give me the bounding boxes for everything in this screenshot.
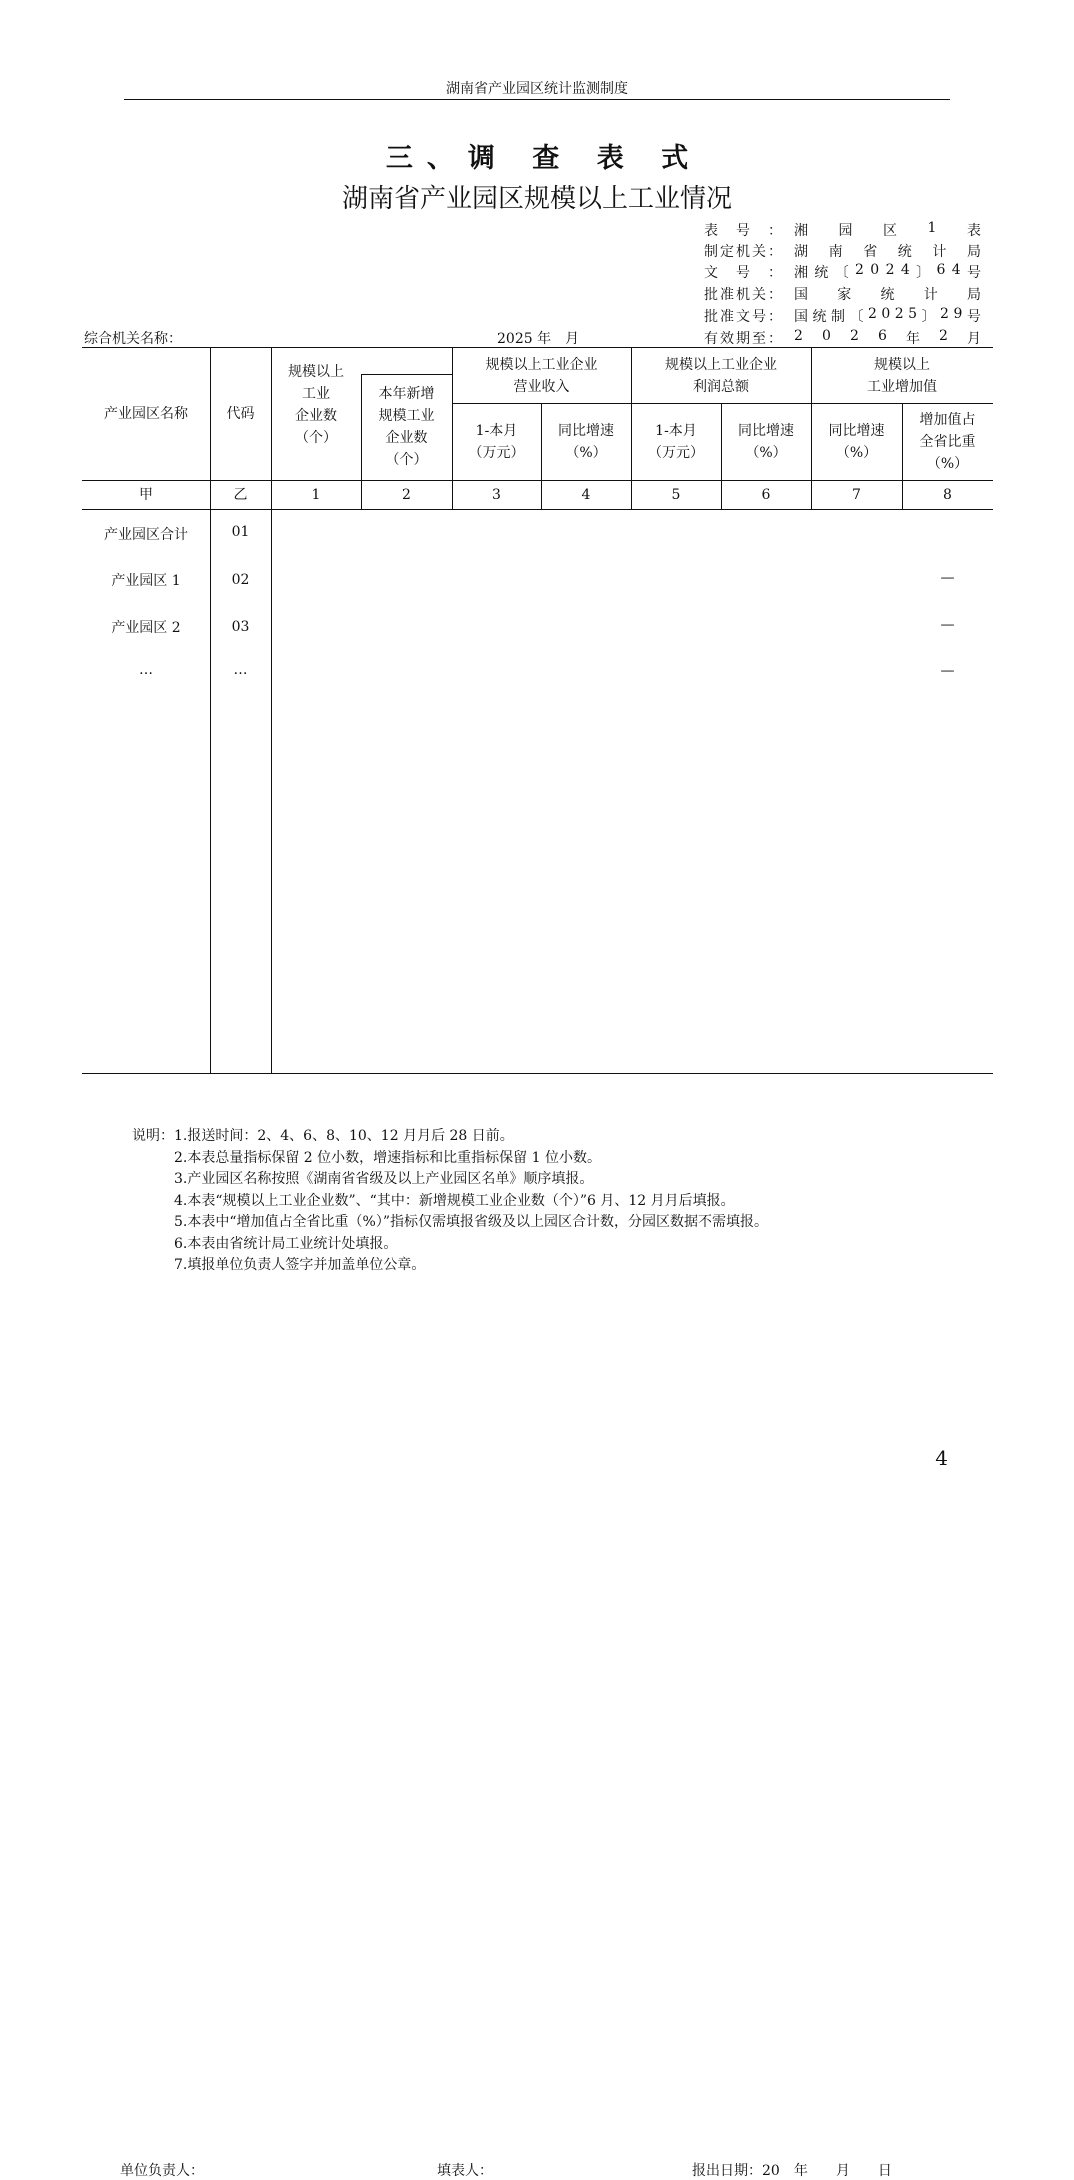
meta-char: 9 xyxy=(953,306,963,322)
meta-char: 号 xyxy=(752,309,766,325)
meta-value xyxy=(794,328,981,349)
meta-char: 有 xyxy=(704,331,718,347)
row-park-name: … xyxy=(139,662,153,678)
index-cell: 4 xyxy=(581,486,591,503)
header-profit-ytd xyxy=(631,403,721,480)
header-line: （%） xyxy=(565,444,607,461)
meta-char: 〔 xyxy=(849,309,864,325)
meta-char: 省 xyxy=(863,244,878,260)
meta-char: 年 xyxy=(905,331,920,347)
meta-char: 湘 xyxy=(794,265,808,281)
meta-value xyxy=(794,220,981,241)
row-share-value: — xyxy=(940,617,955,633)
meta-label xyxy=(704,328,782,349)
meta-char: 国 xyxy=(794,309,808,325)
meta-char: 计 xyxy=(923,287,938,303)
meta-char: ： xyxy=(768,244,782,260)
row-share-value: — xyxy=(940,570,955,586)
meta-char: 号 xyxy=(736,265,750,281)
form-title: 湖南省产业园区规模以上工业情况 xyxy=(341,184,732,214)
index-cell: 甲 xyxy=(139,486,153,503)
header-line: （%） xyxy=(835,444,878,461)
meta-char: 4 xyxy=(951,262,961,278)
meta-char: 文 xyxy=(736,309,750,325)
table-rule xyxy=(82,509,993,510)
note-item: 说明：1.报送时间：2、4、6、8、10、12 月月后 28 日前。 xyxy=(132,1128,514,1144)
meta-label xyxy=(704,284,782,305)
index-cell: 2 xyxy=(402,486,411,503)
index-cell: 1 xyxy=(311,486,321,503)
meta-char: 2 xyxy=(940,306,949,322)
header-line: （个） xyxy=(295,430,337,446)
index-cell: 乙 xyxy=(233,486,248,503)
header-group-profit xyxy=(631,348,811,403)
index-cell: 7 xyxy=(852,486,861,503)
meta-value xyxy=(794,241,981,262)
meta-char: 统 xyxy=(880,287,895,303)
header-line: 规模以上 xyxy=(288,364,344,380)
meta-char: 1 xyxy=(927,220,937,236)
meta-char: ： xyxy=(768,309,782,325)
meta-char: 关 xyxy=(752,244,766,260)
header-line: 同比增速 xyxy=(828,422,885,439)
header-line: 规模以上 xyxy=(874,356,930,373)
row-park-name: 产业园区 2 xyxy=(111,620,181,636)
meta-char: 统 xyxy=(812,309,827,325)
meta-char: 4 xyxy=(900,262,910,278)
meta-char: 号 xyxy=(966,265,981,281)
note-item: 5.本表中“增加值占全省比重（%）”指标仅需填报省级及以上园区合计数，分园区数据不需填报。 xyxy=(174,1214,768,1230)
row-code: 01 xyxy=(231,524,250,540)
notes xyxy=(132,1126,768,1277)
index-cell: 8 xyxy=(943,486,952,503)
header-line: 工业 xyxy=(302,386,330,402)
header-line: 1-本月 xyxy=(655,422,697,439)
row-code: … xyxy=(233,662,248,678)
meta-char: 家 xyxy=(837,287,852,303)
meta-char: 2 xyxy=(794,328,803,344)
meta-value xyxy=(794,262,981,283)
meta-char: 至 xyxy=(752,331,766,347)
meta-char: 2 xyxy=(894,306,904,322)
note-item: 4.本表“规模以上工业企业数”、“其中：新增规模工业企业数（个）”6 月、12 月月后填报。 xyxy=(174,1192,735,1209)
meta-char: 月 xyxy=(966,331,981,347)
header-line: （%） xyxy=(745,444,787,461)
header-revenue-yoy xyxy=(541,403,631,480)
header-line: 本年新增 xyxy=(378,386,435,402)
meta-char: 机 xyxy=(736,244,750,260)
header-group-value-added xyxy=(811,348,993,403)
header-rule xyxy=(124,99,950,100)
header-line: 增加值占 xyxy=(919,411,976,428)
meta-label xyxy=(704,306,782,327)
header-line: （个） xyxy=(385,452,428,468)
meta-value xyxy=(794,284,981,305)
meta-char: 文 xyxy=(704,265,718,281)
meta-approval-number xyxy=(704,306,981,327)
header-line: （万元） xyxy=(468,444,525,461)
header-revenue-ytd xyxy=(452,403,541,480)
meta-char: ： xyxy=(768,265,782,281)
row-code: 03 xyxy=(231,619,250,635)
unit-head-label: 单位负责人： xyxy=(120,2163,204,2179)
page-number: 4 xyxy=(935,1446,948,1470)
meta-char: 5 xyxy=(908,306,918,322)
meta-char: ： xyxy=(768,287,782,303)
meta-char: 期 xyxy=(736,331,750,347)
header-profit-yoy xyxy=(721,403,811,480)
meta-char: 统 xyxy=(814,265,829,281)
header-code: 代码 xyxy=(226,406,255,422)
row-park-name: 产业园区合计 xyxy=(104,527,188,543)
header-line: 工业增加值 xyxy=(867,378,937,395)
meta-char: 局 xyxy=(967,287,981,303)
meta-char: 2 xyxy=(939,328,948,344)
note-item: 3.产业园区名称按照《湖南省省级及以上产业园区名单》顺序填报。 xyxy=(174,1171,594,1187)
meta-char: 湖 xyxy=(794,244,808,260)
meta-char: 局 xyxy=(966,244,981,260)
meta-char: ： xyxy=(768,331,782,347)
meta-char: 6 xyxy=(936,262,946,278)
running-header: 湖南省产业园区统计监测制度 xyxy=(446,81,628,97)
index-cell: 6 xyxy=(761,486,771,503)
header-line: 企业数 xyxy=(385,430,428,446)
header-line: 企业数 xyxy=(295,408,337,424)
index-cell: 3 xyxy=(492,486,501,503)
meta-char: 统 xyxy=(897,244,912,260)
header-line: 规模以上工业企业 xyxy=(665,356,777,373)
note-item: 2.本表总量指标保留 2 位小数，增速指标和比重指标保留 1 位小数。 xyxy=(174,1149,601,1166)
section-title: 三、调 查 表 式 xyxy=(385,143,703,174)
meta-char: 〕 xyxy=(916,265,931,281)
header-value-added-yoy xyxy=(811,403,902,480)
meta-char: 号 xyxy=(966,309,981,325)
meta-char: 表 xyxy=(966,223,981,239)
meta-char: 南 xyxy=(828,244,843,260)
meta-document-number xyxy=(704,262,981,283)
header-line: 营业收入 xyxy=(513,378,570,395)
header-line: 同比增速 xyxy=(558,422,614,439)
meta-char: 表 xyxy=(704,223,718,239)
meta-char: 国 xyxy=(794,287,808,303)
meta-char: 园 xyxy=(838,223,853,239)
meta-char: 〕 xyxy=(921,309,936,325)
meta-char: 准 xyxy=(720,309,734,325)
meta-label xyxy=(704,262,782,283)
meta-char: 〔 xyxy=(834,265,849,281)
header-line: 利润总额 xyxy=(693,378,749,395)
header-line: 规模以上工业企业 xyxy=(485,356,598,373)
meta-char: 0 xyxy=(881,306,891,322)
note-item: 6.本表由省统计局工业统计处填报。 xyxy=(174,1235,398,1252)
meta-char: 2 xyxy=(855,262,864,278)
note-item: 7.填报单位负责人签字并加盖单位公章。 xyxy=(174,1257,426,1273)
meta-issuing-authority xyxy=(704,241,981,262)
header-line: 1-本月 xyxy=(475,422,518,439)
filler-label: 填表人： xyxy=(437,2163,493,2179)
header-line: 全省比重 xyxy=(919,433,976,450)
meta-char: 2 xyxy=(849,328,859,344)
meta-char: 定 xyxy=(720,244,734,260)
meta-char: 关 xyxy=(752,287,766,303)
meta-char: 6 xyxy=(877,328,887,344)
meta-char: 制 xyxy=(704,244,718,260)
header-enterprise-count xyxy=(271,348,361,462)
meta-char: 号 xyxy=(736,223,750,239)
meta-approving-authority xyxy=(704,284,981,305)
meta-char: 湘 xyxy=(794,223,808,239)
header-line: （万元） xyxy=(648,444,704,461)
header-line: 同比增速 xyxy=(738,422,794,439)
meta-char: 效 xyxy=(720,331,734,347)
org-name-label: 综合机关名称： xyxy=(84,331,182,347)
meta-table-number xyxy=(704,220,981,241)
meta-char: 0 xyxy=(821,328,831,344)
header-line: 规模工业 xyxy=(378,408,435,424)
header-line: （%） xyxy=(926,455,969,472)
meta-char: 批 xyxy=(704,287,718,303)
report-period: 2025 年 月 xyxy=(497,331,580,347)
meta-char: 0 xyxy=(870,262,880,278)
meta-char: 2 xyxy=(867,306,877,322)
meta-char: 批 xyxy=(704,309,718,325)
meta-value xyxy=(794,306,981,327)
header-value-added-share xyxy=(902,403,993,480)
meta-char: 区 xyxy=(883,223,898,239)
meta-char: 准 xyxy=(720,287,734,303)
report-date-label: 报出日期：20 年 月 日 xyxy=(692,2163,892,2179)
meta-char: 计 xyxy=(932,244,947,260)
header-new-enterprise-count xyxy=(361,374,452,480)
index-cell: 5 xyxy=(671,486,681,503)
meta-label xyxy=(704,220,782,241)
header-park-name: 产业园区名称 xyxy=(104,406,188,422)
header-group-revenue xyxy=(452,348,631,403)
meta-valid-until xyxy=(704,328,981,349)
table-bottom-rule xyxy=(82,1073,993,1074)
row-code: 02 xyxy=(231,572,250,588)
meta-char: 2 xyxy=(885,262,895,278)
meta-char: ： xyxy=(768,223,782,239)
meta-label xyxy=(704,241,782,262)
meta-char: 制 xyxy=(830,309,845,325)
row-park-name: 产业园区 1 xyxy=(111,573,181,589)
row-share-value: — xyxy=(940,663,955,679)
meta-char: 机 xyxy=(736,287,750,303)
